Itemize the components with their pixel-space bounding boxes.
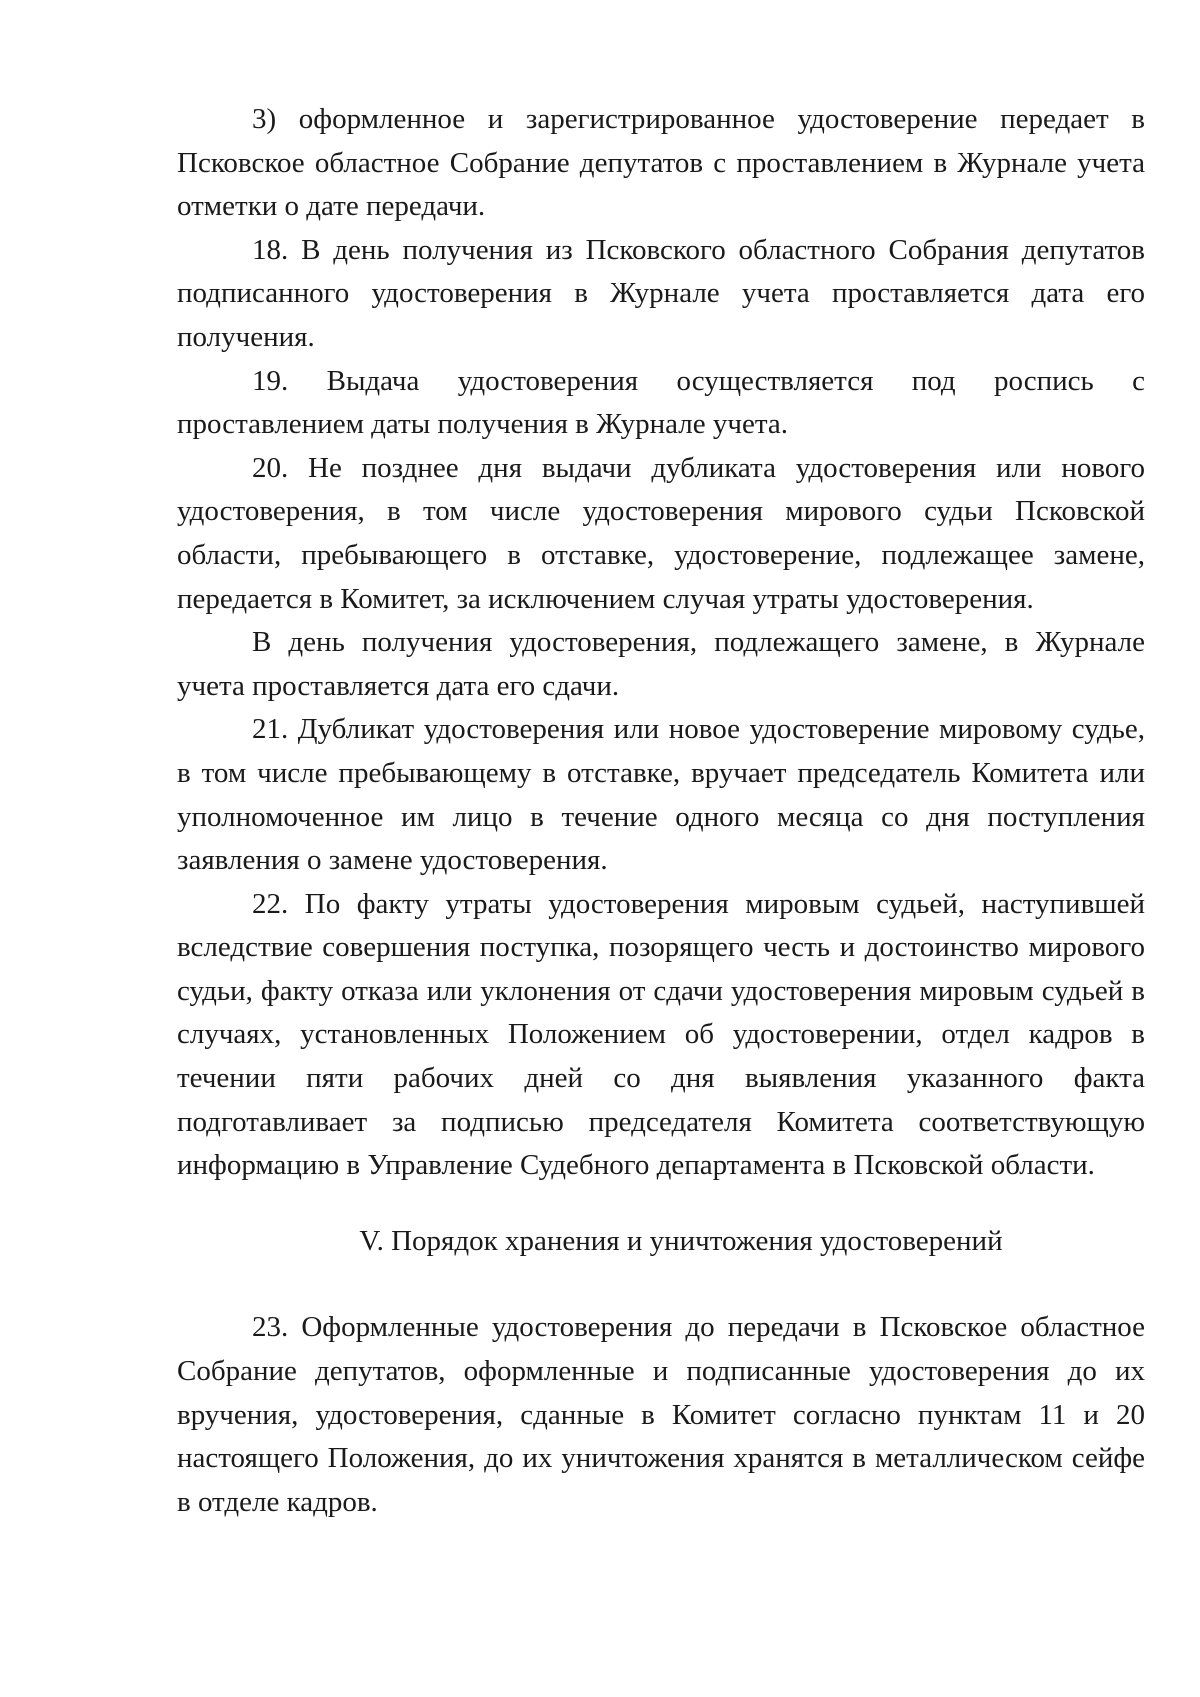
paragraph-20-continued: В день получения удостоверения, подлежащего замене, в Журнале учета проставляется дата его сдачи.: [177, 626, 1145, 702]
paragraph-20: 20. Не позднее дня выдачи дубликата удостоверения или нового удостоверения, в том числе удостоверения мирового судьи Псковской области, пребывающего в отставке, удостоверение, подлежащее замене, передается в Комитет, за исключением случая утраты удостоверения.: [177, 451, 1145, 615]
section-spacer-top: [177, 1188, 1145, 1220]
section-spacer-bottom: [177, 1263, 1145, 1306]
paragraph-22: 22. По факту утраты удостоверения мировым судьей, наступившей вследствие совершения поступка, позорящего честь и достоинство мирового судьи, факту отказа или уклонения от сдачи удостоверения мировым судьей в случаях, установленных Положением об удостоверении, отдел кадров в течении пяти рабочих дней со дня выявления указанного факта подготавливает за подписью председателя Комитета соответствующую информацию в Управление Судебного департамента в Псковской области.: [177, 887, 1145, 1182]
section-heading: V. Порядок хранения и уничтожения удостоверений: [359, 1224, 1003, 1257]
paragraph-21: 21. Дубликат удостоверения или новое удостоверение мировому судье, в том числе пребывающему в отставке, вручает председатель Комитета или уполномоченное им лицо в течение одного месяца со дня поступления заявления о замене удостоверения.: [177, 713, 1145, 877]
paragraph-23: 23. Оформленные удостоверения до передачи в Псковское областное Собрание депутатов, оформленные и подписанные удостоверения до их вручения, удостоверения, сданные в Комитет согласно пунктам 11 и 20 настоящего Положения, до их уничтожения хранятся в металлическом сейфе в отделе кадров.: [177, 1311, 1145, 1518]
paragraph-18: 18. В день получения из Псковского областного Собрания депутатов подписанного удостоверения в Журнале учета проставляется дата его получения.: [177, 233, 1145, 353]
document-page: [177, 98, 1145, 1524]
paragraph-19: 19. Выдача удостоверения осуществляется под роспись с проставлением даты получения в Журнале учета.: [177, 364, 1145, 441]
paragraph-17-item-3: 3) оформленное и зарегистрированное удостоверение передает в Псковское областное Собрание депутатов с проставлением в Журнале учета отметки о дате передачи.: [177, 103, 1145, 223]
